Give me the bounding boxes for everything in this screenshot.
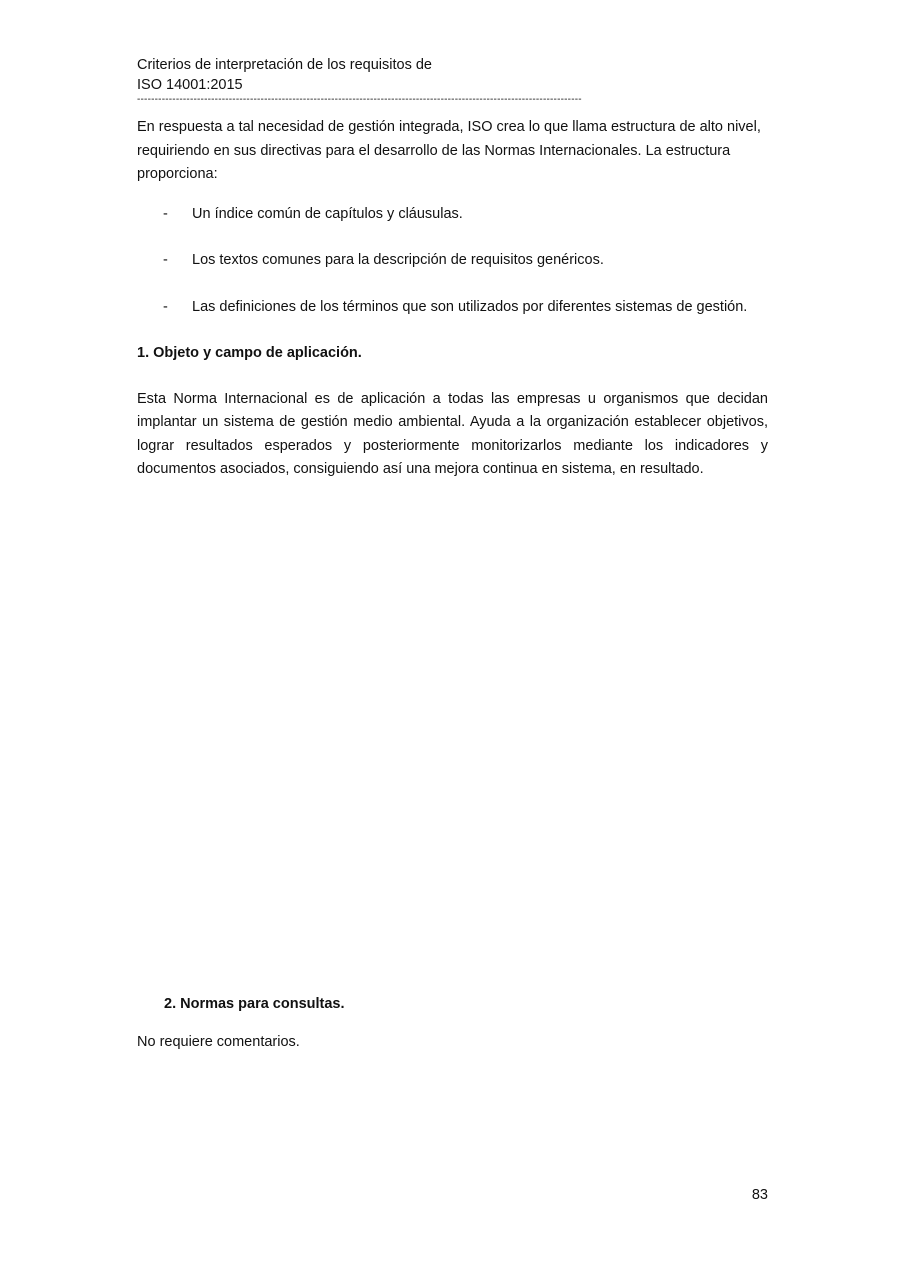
header-title-line-2: ISO 14001:2015 (137, 77, 243, 93)
list-bullet: - (163, 298, 168, 315)
list-bullet: - (163, 205, 168, 222)
section-2-paragraph: No requiere comentarios. (137, 1034, 300, 1050)
section-1-paragraph: Esta Norma Internacional es de aplicación a todas las empresas u organismos que decidan implantar un sistema de gestión medio ambiental. Ayuda a la organización establecer objetivos, lograr resultados esperados y posteriormente monitorizarlos mediante los indicadores y documentos asociados, consiguiendo así una mejora continua en sistema, en resultado. (137, 390, 768, 477)
list-bullet: - (163, 252, 168, 268)
list-item (137, 296, 768, 320)
header-divider: ------------------------------------------------------------------------------------------------------------------------------ (137, 95, 582, 105)
header-title-line-1: Criterios de interpretación de los requisitos de (137, 57, 432, 73)
section-1-heading: 1. Objeto y campo de aplicación. (137, 345, 362, 361)
list-item-text: Un índice común de capítulos y cláusulas. (192, 205, 463, 222)
running-header (137, 55, 768, 105)
page-number: 83 (751, 1187, 768, 1203)
list-item (137, 249, 768, 273)
intro-paragraph: En respuesta a tal necesidad de gestión integrada, ISO crea lo que llama estructura de alto nivel, requiriendo en sus directivas para el desarrollo de las Normas Internacionales. La estructura proporciona: (137, 119, 761, 182)
list-item-text: Los textos comunes para la descripción de requisitos genéricos. (192, 252, 604, 268)
section-2-heading: 2. Normas para consultas. (164, 996, 345, 1012)
structure-list (137, 203, 768, 320)
list-item-text: Las definiciones de los términos que son utilizados por diferentes sistemas de gestión. (192, 298, 748, 315)
list-item (137, 203, 768, 227)
body-content (137, 116, 768, 482)
